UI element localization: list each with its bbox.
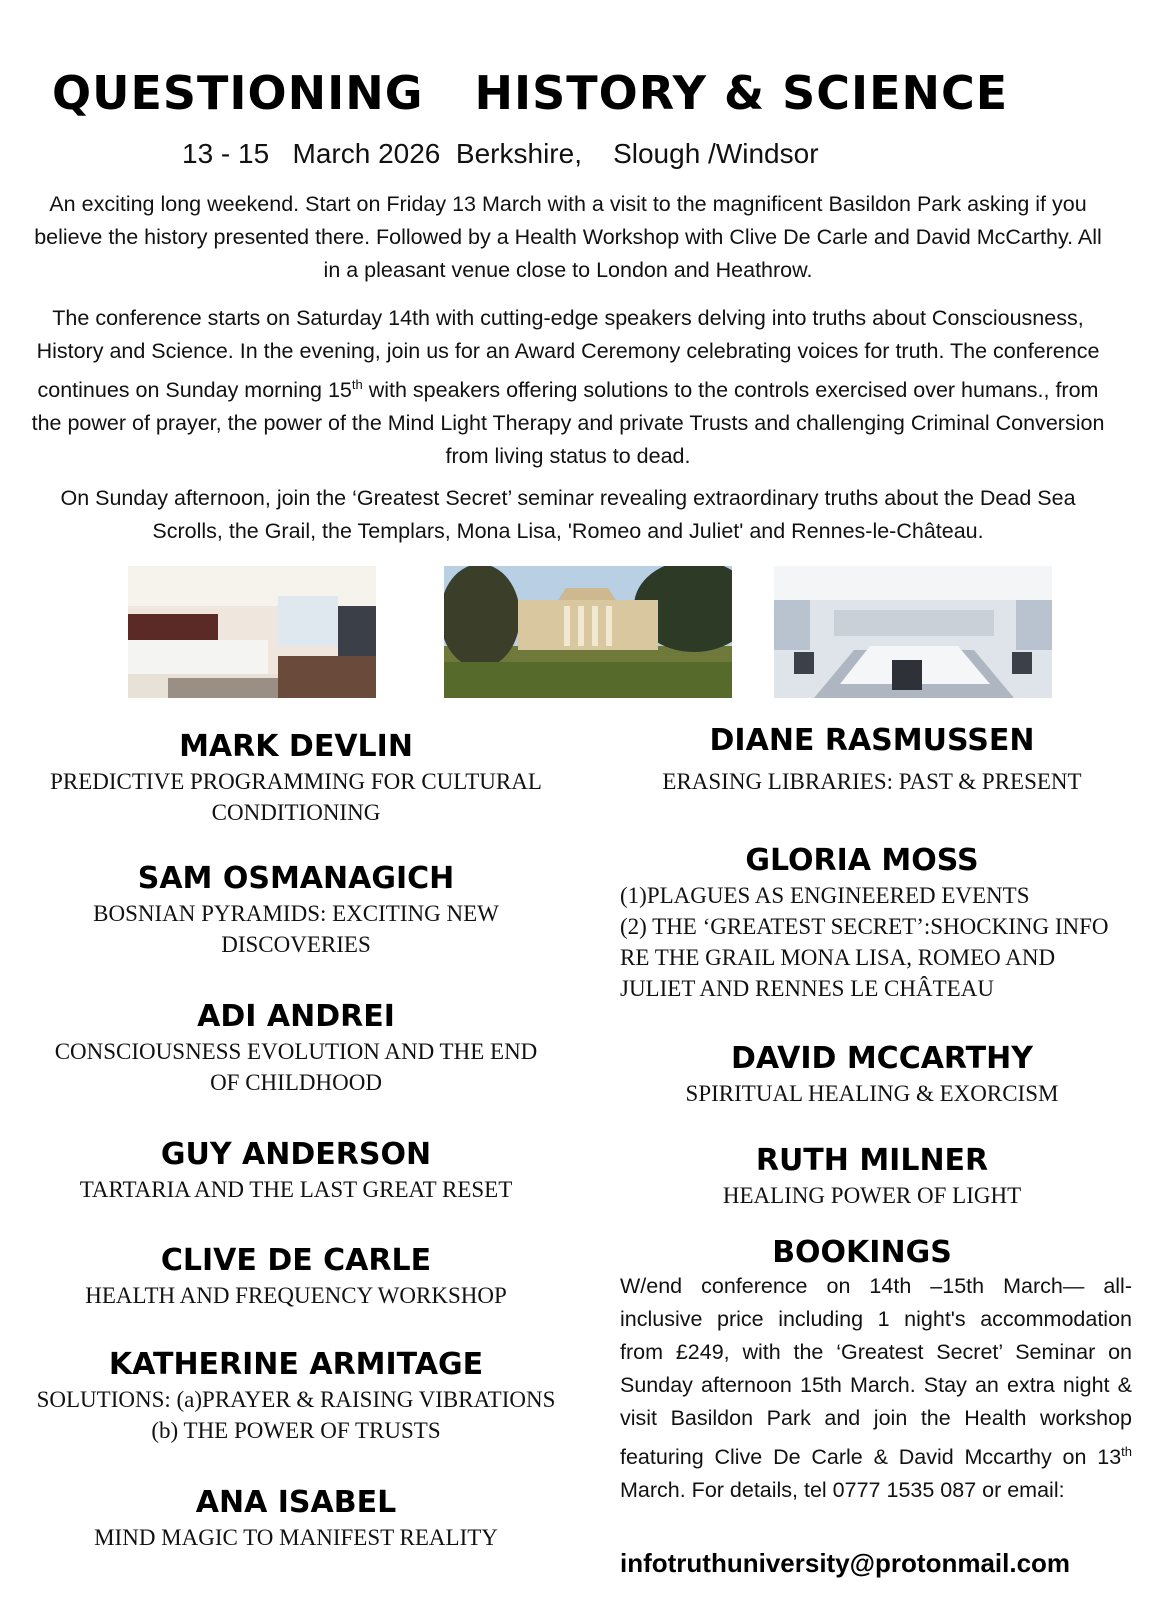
basildon-park-photo bbox=[444, 566, 732, 698]
speaker-talk: ERASING LIBRARIES: PAST & PRESENT bbox=[662, 769, 1082, 794]
speaker-talk-2: (2) THE ‘GREATEST SECRET’:SHOCKING INFO RE THE GRAIL MONA LISA, ROMEO AND JULIET AND RENNES LE CHÂTEAU bbox=[620, 914, 1109, 1001]
speaker-talk-1: (1)PLAGUES AS ENGINEERED EVENTS bbox=[620, 883, 1030, 908]
speaker-talk: MIND MAGIC TO MANIFEST REALITY bbox=[94, 1525, 498, 1550]
speaker-talk: SOLUTIONS: (a)PRAYER & RAISING VIBRATIONS (b) THE POWER OF TRUSTS bbox=[36, 1387, 556, 1443]
speaker-name: SAM OSMANAGICH bbox=[137, 861, 455, 896]
speaker-gloria-moss bbox=[610, 842, 1134, 1004]
speaker-ruth-milner bbox=[610, 1142, 1134, 1211]
speaker-name: CLIVE DE CARLE bbox=[160, 1243, 432, 1278]
speaker-talk: SPIRITUAL HEALING & EXORCISM bbox=[685, 1081, 1059, 1106]
speaker-talk: TARTARIA AND THE LAST GREAT RESET bbox=[79, 1177, 513, 1202]
speaker-mark-devlin bbox=[22, 728, 570, 828]
page-title: QUESTIONING HISTORY & SCIENCE bbox=[52, 66, 1009, 120]
speaker-name: ANA ISABEL bbox=[195, 1485, 397, 1520]
speaker-name: GLORIA MOSS bbox=[745, 843, 979, 878]
speaker-sam-osmanagich bbox=[22, 860, 570, 960]
speaker-name: ADI ANDREI bbox=[197, 999, 395, 1034]
intro-paragraph-1: An exciting long weekend. Start on Friday 13 March with a visit to the magnificent Basildon Park asking if you believe the history presented there. Followed by a Health Workshop with Clive De Carle and David McCarthy. All in a pleasant venue close to London and Heathrow. bbox=[34, 192, 1102, 282]
speaker-name: DIANE RASMUSSEN bbox=[709, 723, 1035, 758]
bookings-section bbox=[610, 1234, 1134, 1272]
speaker-name: RUTH MILNER bbox=[755, 1143, 989, 1178]
bookings-details: W/end conference on 14th –15th March— all-inclusive price including 1 night's accommodation from £249, with the ‘Greatest Secret’ Seminar on Sunday afternoon 15th March. Stay an extra night & visit Basildon Park and join the Health workshop featuring Clive De Carle & David Mccarthy on 13th March. For details, tel 0777 1535 087 or email: bbox=[620, 1274, 1132, 1503]
booking-email-link[interactable]: infotruthuniversity@protonmail.com bbox=[620, 1548, 1071, 1578]
speaker-david-mccarthy bbox=[610, 1040, 1134, 1109]
speaker-talk: BOSNIAN PYRAMIDS: EXCITING NEW DISCOVERIES bbox=[93, 901, 499, 957]
conference-room-photo bbox=[774, 566, 1052, 698]
speaker-katherine-armitage bbox=[22, 1346, 570, 1446]
intro-paragraph-3: On Sunday afternoon, join the ‘Greatest Secret’ seminar revealing extraordinary truths about the Dead Sea Scrolls, the Grail, the Templars, Mona Lisa, 'Romeo and Juliet' and Rennes-le-Château. bbox=[60, 486, 1076, 543]
speaker-adi-andrei bbox=[22, 998, 570, 1098]
bookings-heading: BOOKINGS bbox=[772, 1235, 952, 1270]
speaker-name: GUY ANDERSON bbox=[160, 1137, 432, 1172]
speaker-talk: HEALING POWER OF LIGHT bbox=[722, 1183, 1022, 1208]
speaker-ana-isabel bbox=[22, 1484, 570, 1553]
event-dates-location: 13 - 15 March 2026 Berkshire, Slough /Windsor bbox=[182, 138, 819, 169]
intro-paragraph-2: The conference starts on Saturday 14th with cutting-edge speakers delving into truths about Consciousness, History and Science. In the evening, join us for an Award Ceremony celebrating voices for truth. The conference continues on Sunday morning 15th with speakers offering solutions to the controls exercised over humans., from the power of prayer, the power of the Mind Light Therapy and private Trusts and challenging Criminal Conversion from living status to dead. bbox=[31, 306, 1105, 469]
speaker-clive-de-carle bbox=[22, 1242, 570, 1311]
speaker-talk: PREDICTIVE PROGRAMMING FOR CULTURAL CONDITIONING bbox=[50, 769, 542, 825]
speaker-guy-anderson bbox=[22, 1136, 570, 1205]
speaker-talk: HEALTH AND FREQUENCY WORKSHOP bbox=[85, 1283, 507, 1308]
speaker-talk: CONSCIOUSNESS EVOLUTION AND THE END OF CHILDHOOD bbox=[54, 1039, 538, 1095]
speaker-name: KATHERINE ARMITAGE bbox=[108, 1347, 484, 1382]
speaker-diane-rasmussen bbox=[610, 722, 1134, 797]
speaker-name: DAVID MCCARTHY bbox=[731, 1041, 1033, 1076]
hotel-room-photo bbox=[128, 566, 376, 698]
speaker-name: MARK DEVLIN bbox=[179, 729, 413, 764]
